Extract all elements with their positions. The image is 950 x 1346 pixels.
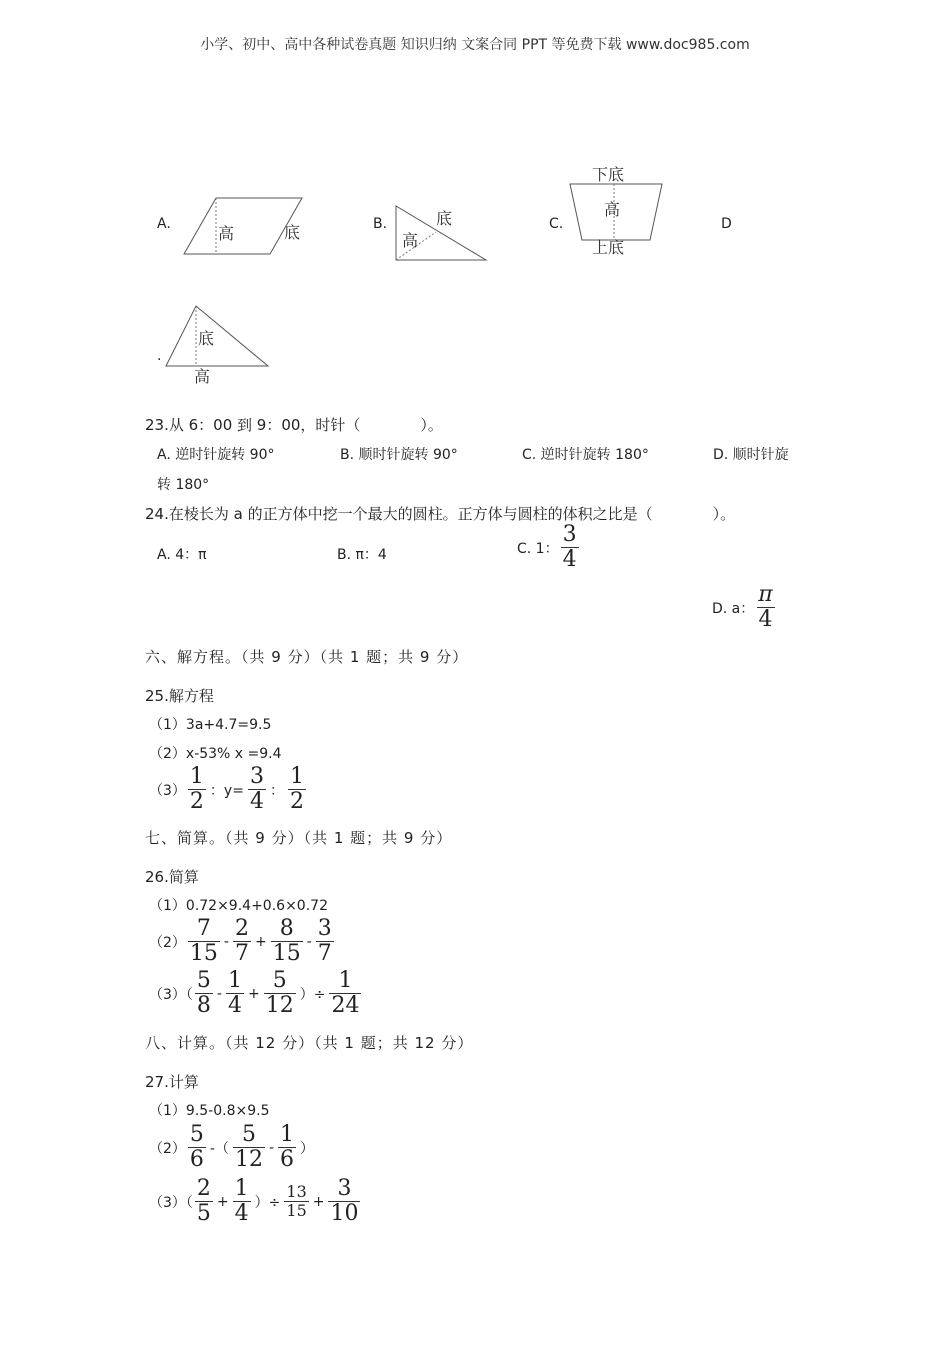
q22-option-c-label: C. — [549, 216, 564, 232]
q23-option-c: C. 逆时针旋转 180° — [522, 447, 649, 463]
operator: -（ — [209, 1140, 229, 1157]
operator: ： — [269, 782, 284, 799]
q25-title: 25.解方程 — [145, 687, 214, 705]
trapezoid-gao-label: 高 — [604, 200, 621, 219]
frac-denominator: 2 — [189, 789, 204, 814]
q22-option-d-dot: . — [157, 348, 162, 364]
q26-eq2-prefix: （2） — [149, 934, 186, 951]
q24-option-d — [712, 584, 777, 631]
frac-denominator: 12 — [234, 1147, 263, 1172]
operator: + — [312, 1193, 325, 1210]
frac-numerator: 1 — [338, 968, 353, 993]
frac-denominator: 4 — [249, 789, 264, 814]
fraction — [316, 918, 334, 965]
q22-option-a-label: A. — [157, 216, 171, 232]
frac-denominator: 12 — [265, 993, 294, 1018]
triangle-di-label: 底 — [436, 209, 453, 228]
frac-numerator: 3 — [249, 764, 264, 789]
acute-triangle-figure — [164, 304, 272, 386]
right-triangle-figure — [394, 204, 490, 264]
frac-denominator: 4 — [562, 547, 577, 572]
frac-numerator: 3 — [337, 1176, 352, 1201]
frac-numerator: 7 — [196, 916, 211, 941]
q27-title: 27.计算 — [145, 1073, 199, 1091]
frac-denominator: 15 — [272, 941, 301, 966]
triangle-gao-label: 高 — [402, 231, 419, 250]
frac-denominator: 6 — [280, 1147, 295, 1172]
operator: - — [223, 933, 229, 950]
trapezoid-xiadi-label: 下底 — [592, 165, 625, 184]
parallelogram-di-label: 底 — [284, 223, 301, 242]
frac-denominator: 15 — [189, 941, 218, 966]
q27-eq2-prefix: （2） — [149, 1140, 186, 1157]
fraction — [188, 918, 220, 965]
frac-denominator: 4 — [758, 607, 773, 632]
fraction — [329, 970, 361, 1017]
fraction — [233, 1124, 265, 1171]
q26-eq3-prefix: （3）（ — [149, 986, 193, 1003]
frac-denominator: 7 — [234, 941, 249, 966]
operator: ）÷ — [254, 1194, 281, 1211]
frac-numerator: 3 — [317, 916, 332, 941]
frac-denominator: 6 — [189, 1147, 204, 1172]
q25-eq2: （2）x-53% x =9.4 — [149, 746, 282, 762]
q23-option-d-continued: 转 180° — [157, 477, 210, 493]
frac-numerator: 1 — [227, 968, 242, 993]
q23-stem: 23.从 6：00 到 9：00，时针（ ）。 — [145, 416, 443, 434]
q22-option-b-label: B. — [373, 216, 388, 232]
fraction — [233, 918, 251, 965]
frac-numerator: 5 — [189, 1122, 204, 1147]
q24-option-c — [517, 524, 581, 571]
fraction — [278, 1124, 296, 1171]
frac-numerator: 1 — [234, 1176, 249, 1201]
frac-denominator: 5 — [196, 1201, 211, 1226]
q26-title: 26.简算 — [145, 868, 199, 886]
q24-option-c-prefix: C. 1： — [517, 540, 559, 557]
section-6-heading: 六、解方程。（共 9 分）（共 1 题；共 9 分） — [145, 648, 469, 666]
frac-denominator: 2 — [289, 789, 304, 814]
operator: ）÷ — [299, 986, 326, 1003]
acute-triangle-gao-label: 高 — [194, 367, 211, 386]
fraction — [188, 766, 206, 813]
trapezoid-shangdi-label: 上底 — [592, 238, 625, 257]
operator: - — [268, 1139, 275, 1156]
trapezoid-figure — [568, 162, 668, 258]
frac-numerator: 1 — [289, 764, 304, 789]
q24-option-b: B. π：4 — [337, 547, 387, 563]
operator: + — [216, 1193, 229, 1210]
section-8-heading: 八、计算。（共 12 分）（共 1 题；共 12 分） — [145, 1034, 474, 1052]
acute-triangle-di-label: 底 — [198, 329, 215, 348]
q25-eq1: （1）3a+4.7=9.5 — [149, 717, 272, 733]
frac-numerator: 1 — [189, 764, 204, 789]
q25-eq3-prefix: （3） — [149, 782, 186, 799]
fraction — [288, 766, 306, 813]
parallelogram-figure — [182, 196, 307, 258]
q23-option-a: A. 逆时针旋转 90° — [157, 447, 275, 463]
q27-eq1: （1）9.5-0.8×9.5 — [149, 1103, 270, 1119]
q27-eq3 — [149, 1178, 362, 1225]
frac-numerator: 5 — [196, 968, 211, 993]
q22-option-d-label: D — [721, 216, 732, 232]
q24-option-a: A. 4：π — [157, 547, 207, 563]
q24-stem: 24.在棱长为 a 的正方体中挖一个最大的圆柱。正方体与圆柱的体积之比是（ ）。 — [145, 505, 736, 523]
operator: + — [247, 985, 260, 1002]
q26-eq1: （1）0.72×9.4+0.6×0.72 — [149, 898, 328, 914]
frac-denominator: 4 — [234, 1201, 249, 1226]
q24-option-c-fraction — [561, 524, 579, 571]
frac-numerator: π — [758, 582, 773, 607]
section-7-heading: 七、简算。（共 9 分）（共 1 题；共 9 分） — [145, 829, 453, 847]
q24-option-d-fraction — [756, 584, 774, 631]
frac-denominator: 7 — [317, 941, 332, 966]
frac-numerator: 5 — [272, 968, 287, 993]
frac-denominator: 4 — [227, 993, 242, 1018]
operator: + — [254, 933, 267, 950]
frac-denominator: 15 — [286, 1201, 307, 1220]
operator: ：y= — [209, 782, 244, 799]
frac-denominator: 24 — [331, 993, 360, 1018]
fraction — [226, 970, 244, 1017]
q24-option-d-prefix: D. a： — [712, 600, 755, 617]
q25-eq3 — [149, 766, 308, 813]
q27-eq2 — [149, 1124, 316, 1171]
frac-numerator: 3 — [562, 522, 577, 547]
frac-numerator: 5 — [241, 1122, 256, 1147]
q27-eq3-prefix: （3）（ — [149, 1194, 193, 1211]
operator: ） — [300, 1140, 315, 1157]
operator: - — [306, 933, 312, 950]
fraction — [264, 970, 296, 1017]
fraction — [284, 1184, 308, 1219]
frac-numerator: 2 — [234, 916, 249, 941]
fraction — [328, 1178, 360, 1225]
operator: - — [216, 985, 222, 1002]
frac-numerator: 8 — [279, 916, 294, 941]
frac-numerator: 2 — [196, 1176, 211, 1201]
q23-option-b: B. 顺时针旋转 90° — [340, 447, 458, 463]
fraction — [188, 1124, 206, 1171]
fraction — [248, 766, 266, 813]
fraction — [195, 970, 213, 1017]
frac-denominator: 8 — [196, 993, 211, 1018]
frac-numerator: 1 — [280, 1122, 295, 1147]
frac-numerator: 13 — [286, 1182, 307, 1201]
page-header: 小学、初中、高中各种试卷真题 知识归纳 文案合同 PPT 等免费下载 www.doc985.com — [200, 37, 750, 53]
fraction — [271, 918, 303, 965]
q26-eq2 — [149, 918, 336, 965]
fraction — [233, 1178, 251, 1225]
fraction — [195, 1178, 213, 1225]
q23-option-d: D. 顺时针旋 — [713, 447, 789, 463]
frac-denominator: 10 — [330, 1201, 359, 1226]
q26-eq3 — [149, 970, 363, 1017]
parallelogram-gao-label: 高 — [218, 224, 235, 243]
